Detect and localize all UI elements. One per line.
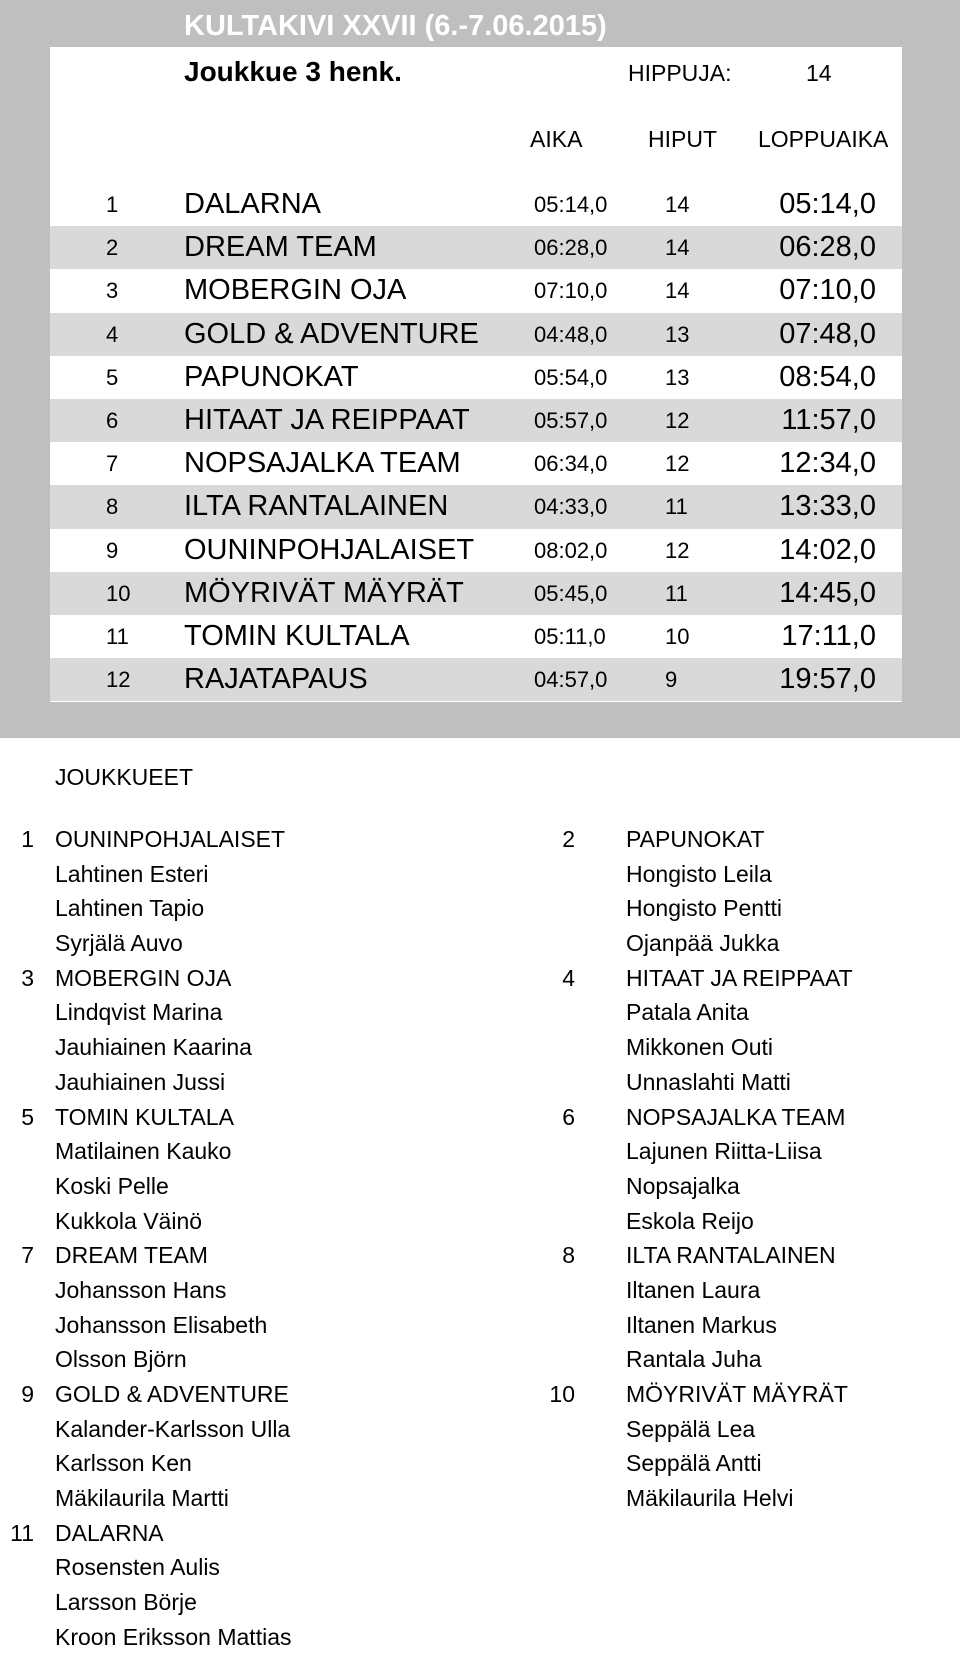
hippuja-label: HIPPUJA: — [628, 60, 732, 86]
result-hiput: 9 — [665, 667, 678, 693]
results-table — [50, 183, 902, 701]
result-rank: 6 — [106, 407, 119, 433]
roster-left-column — [0, 822, 520, 1655]
result-final-time: 14:02,0 — [779, 533, 876, 566]
team-number: 8 — [562, 1242, 575, 1269]
team-member: Iltanen Laura — [626, 1276, 761, 1303]
column-header-hiput: HIPUT — [648, 126, 717, 152]
team-member: Mäkilaurila Martti — [55, 1485, 229, 1512]
hippuja-value: 14 — [806, 60, 832, 86]
team-name: DREAM TEAM — [55, 1242, 208, 1269]
result-hiput: 11 — [665, 580, 688, 606]
team-member: Johansson Elisabeth — [55, 1311, 268, 1338]
team-member: Iltanen Markus — [626, 1311, 777, 1338]
result-time: 05:54,0 — [534, 364, 608, 390]
result-time: 06:34,0 — [534, 451, 608, 477]
result-team: TOMIN KULTALA — [184, 619, 410, 652]
team-member: Olsson Björn — [55, 1346, 187, 1373]
result-hiput: 12 — [665, 407, 690, 433]
result-row — [50, 572, 902, 615]
team-member: Matilainen Kauko — [55, 1138, 232, 1165]
result-final-time: 19:57,0 — [779, 663, 876, 696]
team-member: Eskola Reijo — [626, 1207, 754, 1234]
result-team: MOBERGIN OJA — [184, 274, 407, 307]
result-rank: 3 — [106, 278, 119, 304]
result-team: MÖYRIVÄT MÄYRÄT — [184, 576, 464, 609]
result-rank: 11 — [106, 623, 129, 649]
result-row — [50, 658, 902, 701]
team-member: Lahtinen Esteri — [55, 860, 209, 887]
result-rank: 9 — [106, 537, 119, 563]
team-member: Lajunen Riitta-Liisa — [626, 1138, 822, 1165]
team-number: 11 — [10, 1519, 34, 1546]
result-row — [50, 485, 902, 528]
results-frame — [0, 0, 960, 738]
team-member: Larsson Börje — [55, 1589, 197, 1616]
result-final-time: 07:48,0 — [779, 317, 876, 350]
result-team: PAPUNOKAT — [184, 360, 359, 393]
result-time: 05:14,0 — [534, 192, 608, 217]
result-hiput: 12 — [665, 537, 690, 563]
team-name: ILTA RANTALAINEN — [626, 1242, 836, 1269]
result-time: 05:11,0 — [534, 623, 606, 649]
team-number: 9 — [21, 1381, 34, 1407]
team-member: Unnaslahti Matti — [626, 1068, 791, 1095]
result-time: 04:57,0 — [534, 667, 608, 693]
team-block — [540, 822, 950, 961]
result-row — [50, 226, 902, 269]
result-time: 05:45,0 — [534, 580, 608, 606]
result-team: HITAAT JA REIPPAAT — [184, 403, 470, 436]
team-name: DALARNA — [55, 1519, 164, 1546]
result-team: NOPSAJALKA TEAM — [184, 447, 461, 480]
result-rank: 4 — [106, 321, 119, 347]
team-member: Koski Pelle — [55, 1172, 169, 1199]
result-rank: 2 — [106, 235, 119, 261]
team-block — [540, 1377, 950, 1516]
team-member: Jauhiainen Jussi — [55, 1068, 226, 1095]
result-hiput: 13 — [665, 321, 690, 347]
team-member: Ojanpää Jukka — [626, 930, 780, 957]
result-time: 07:10,0 — [534, 278, 608, 304]
team-block — [0, 822, 520, 961]
result-hiput: 13 — [665, 364, 690, 390]
result-hiput: 14 — [665, 192, 690, 217]
result-hiput: 12 — [665, 451, 690, 477]
result-time: 04:48,0 — [534, 321, 608, 347]
result-hiput: 11 — [665, 494, 688, 520]
team-member: Nopsajalka — [626, 1172, 740, 1199]
team-number: 10 — [549, 1381, 575, 1407]
result-team: RAJATAPAUS — [184, 663, 368, 696]
team-member: Rantala Juha — [626, 1346, 762, 1373]
page-title: KULTAKIVI XXVII (6.-7.06.2015) — [184, 10, 607, 42]
team-block — [0, 1516, 520, 1655]
result-team: DREAM TEAM — [184, 231, 377, 264]
result-final-time: 17:11,0 — [781, 619, 876, 652]
result-team: OUNINPOHJALAISET — [184, 533, 475, 566]
result-time: 05:57,0 — [534, 407, 608, 433]
team-member: Mikkonen Outi — [626, 1034, 774, 1061]
team-member: Mäkilaurila Helvi — [626, 1485, 794, 1512]
team-name: PAPUNOKAT — [626, 826, 765, 852]
result-rank: 5 — [106, 364, 119, 390]
result-hiput: 14 — [665, 278, 690, 304]
result-time: 08:02,0 — [534, 537, 608, 563]
result-hiput: 10 — [665, 623, 690, 649]
result-row — [50, 399, 902, 442]
result-final-time: 12:34,0 — [779, 447, 876, 480]
result-rank: 12 — [106, 667, 131, 693]
result-row — [50, 183, 902, 226]
team-number: 5 — [21, 1103, 34, 1130]
team-block — [0, 961, 520, 1100]
result-team: ILTA RANTALAINEN — [184, 490, 449, 523]
team-member: Karlsson Ken — [55, 1450, 192, 1477]
team-block — [540, 1100, 950, 1239]
column-header-aika: AIKA — [530, 126, 583, 152]
team-name: GOLD & ADVENTURE — [55, 1381, 289, 1407]
team-number: 3 — [21, 964, 34, 991]
team-member: Lahtinen Tapio — [55, 895, 205, 922]
result-team: DALARNA — [184, 188, 321, 220]
team-block — [540, 1238, 950, 1377]
result-rank: 10 — [106, 580, 131, 606]
team-member: Patala Anita — [626, 999, 749, 1026]
column-header-loppuaika: LOPPUAIKA — [758, 126, 889, 152]
team-name: TOMIN KULTALA — [55, 1103, 234, 1130]
result-row — [50, 269, 902, 312]
result-time: 04:33,0 — [534, 494, 608, 520]
team-name: OUNINPOHJALAISET — [55, 826, 286, 852]
result-row — [50, 442, 902, 485]
result-final-time: 05:14,0 — [779, 188, 876, 220]
result-row — [50, 313, 902, 356]
result-final-time: 14:45,0 — [779, 576, 876, 609]
team-member: Seppälä Lea — [626, 1415, 756, 1442]
team-block — [540, 961, 950, 1100]
team-member: Rosensten Aulis — [55, 1554, 220, 1581]
team-member: Lindqvist Marina — [55, 999, 223, 1026]
team-member: Jauhiainen Kaarina — [55, 1034, 252, 1061]
team-member: Kalander-Karlsson Ulla — [55, 1415, 291, 1442]
team-name: HITAAT JA REIPPAAT — [626, 964, 853, 991]
team-number: 4 — [562, 964, 575, 991]
result-row — [50, 615, 902, 658]
team-number: 2 — [562, 826, 575, 852]
team-member: Kukkola Väinö — [55, 1207, 203, 1234]
roster-heading: JOUKKUEET — [55, 764, 194, 790]
team-member: Kroon Eriksson Mattias — [55, 1623, 292, 1650]
result-row — [50, 529, 902, 572]
team-member: Syrjälä Auvo — [55, 930, 183, 957]
team-name: MÖYRIVÄT MÄYRÄT — [626, 1381, 848, 1407]
result-rank: 8 — [106, 494, 119, 520]
team-member: Hongisto Leila — [626, 860, 772, 887]
result-final-time: 13:33,0 — [779, 490, 876, 523]
team-block — [0, 1238, 520, 1377]
category-title: Joukkue 3 henk. — [184, 56, 402, 87]
result-hiput: 14 — [665, 235, 690, 261]
result-final-time: 07:10,0 — [779, 274, 876, 307]
team-block — [0, 1100, 520, 1239]
result-team: GOLD & ADVENTURE — [184, 317, 479, 350]
result-final-time: 06:28,0 — [779, 231, 876, 264]
team-number: 1 — [21, 826, 34, 852]
team-number: 7 — [21, 1242, 34, 1269]
team-name: NOPSAJALKA TEAM — [626, 1103, 846, 1130]
team-name: MOBERGIN OJA — [55, 964, 232, 991]
result-final-time: 11:57,0 — [781, 403, 876, 436]
team-block — [0, 1377, 520, 1516]
result-rank: 1 — [106, 192, 119, 217]
team-member: Hongisto Pentti — [626, 895, 782, 922]
result-final-time: 08:54,0 — [779, 360, 876, 393]
roster-right-column — [540, 822, 950, 1516]
result-time: 06:28,0 — [534, 235, 608, 261]
team-member: Johansson Hans — [55, 1276, 227, 1303]
result-row — [50, 356, 902, 399]
team-number: 6 — [562, 1103, 575, 1130]
result-rank: 7 — [106, 451, 119, 477]
team-member: Seppälä Antti — [626, 1450, 762, 1477]
